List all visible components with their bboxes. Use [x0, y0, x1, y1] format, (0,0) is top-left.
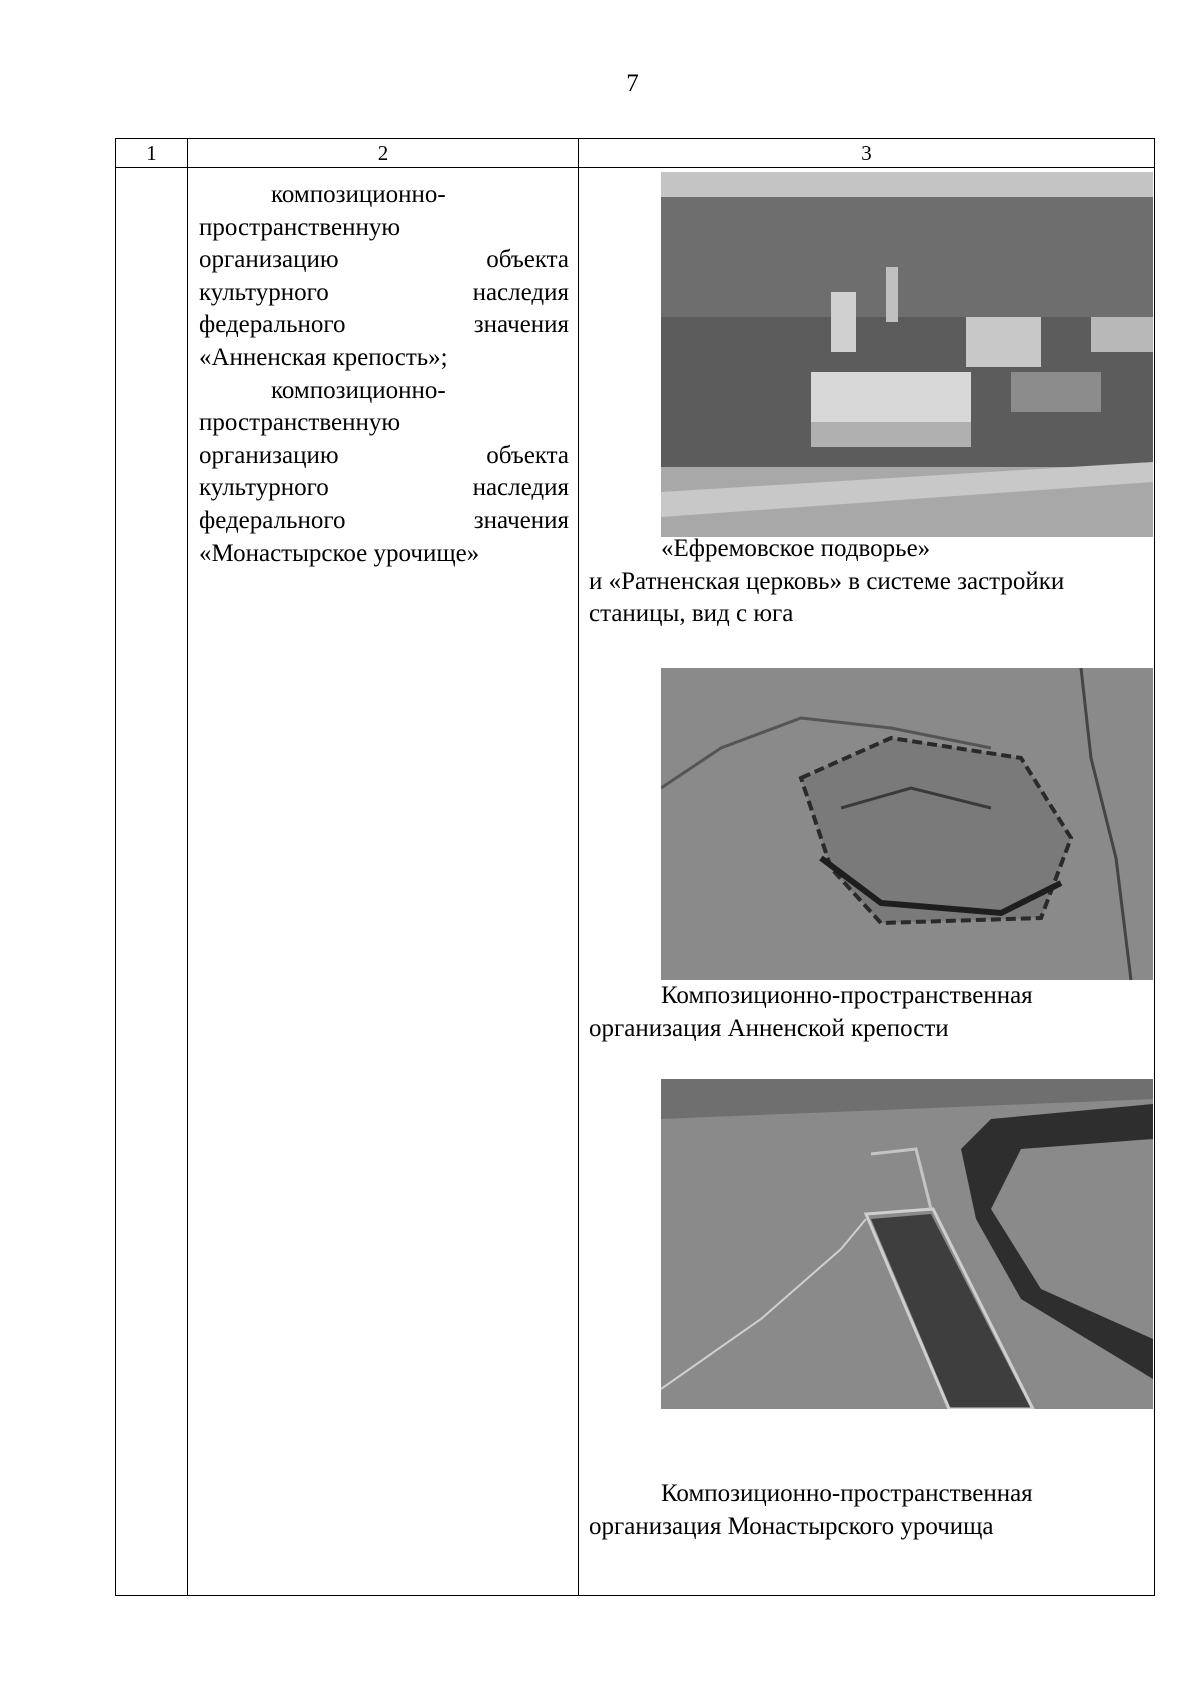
table-body-row — [116, 168, 1155, 1596]
text-line: композиционно- — [271, 181, 446, 208]
cell-col-1 — [116, 168, 188, 1596]
text-line — [199, 309, 569, 342]
text-line — [199, 472, 569, 505]
word: объекта — [486, 441, 569, 469]
cell-col-3 — [579, 168, 1155, 1596]
caption-line: Композиционно-пространственная — [661, 982, 1033, 1009]
object-description — [188, 168, 578, 570]
word: значения — [473, 506, 569, 534]
word: объекта — [486, 246, 569, 274]
aerial-village-photo — [661, 172, 1153, 537]
caption-monastery — [589, 1478, 1149, 1543]
text-line: «Анненская крепость»; — [199, 343, 448, 371]
text-line: «Монастырское урочище» — [199, 539, 480, 567]
word: федерального — [199, 506, 346, 534]
word: культурного — [199, 278, 329, 306]
word: наследия — [472, 474, 569, 502]
text-line — [199, 277, 569, 310]
caption-line: «Ефремовское подворье» — [661, 535, 931, 562]
text-line — [199, 440, 569, 473]
word: культурного — [199, 474, 329, 502]
text-line — [199, 244, 569, 277]
text-line: композиционно- — [271, 376, 446, 404]
caption-line: Композиционно-пространственная — [661, 1480, 1033, 1507]
text-line: пространственную — [199, 409, 401, 437]
caption-fortress — [589, 980, 1149, 1045]
caption-village — [589, 533, 1149, 631]
header-col-2: 2 — [188, 139, 579, 168]
caption-line: организация Монастырского урочища — [589, 1512, 994, 1540]
illustrations-column — [579, 168, 1154, 1595]
caption-line: и «Ратненская церковь» в системе застройки — [589, 567, 1065, 595]
word: организацию — [199, 246, 339, 274]
caption-line: станицы, вид с юга — [589, 600, 794, 628]
caption-line: организация Анненской крепости — [589, 1014, 949, 1042]
page-number: 7 — [626, 70, 639, 97]
document-table — [115, 138, 1155, 1596]
header-col-3: 3 — [579, 139, 1155, 168]
word: наследия — [472, 278, 569, 306]
fortress-aerial-photo — [661, 668, 1153, 980]
header-col-1: 1 — [116, 139, 188, 168]
text-line — [199, 505, 569, 538]
text-line: пространственную — [199, 213, 401, 241]
word: организацию — [199, 441, 339, 469]
monastery-aerial-photo — [661, 1079, 1153, 1409]
table-header-row — [116, 139, 1155, 168]
word: значения — [473, 311, 569, 339]
word: федерального — [199, 311, 346, 339]
cell-col-2 — [188, 168, 579, 1596]
